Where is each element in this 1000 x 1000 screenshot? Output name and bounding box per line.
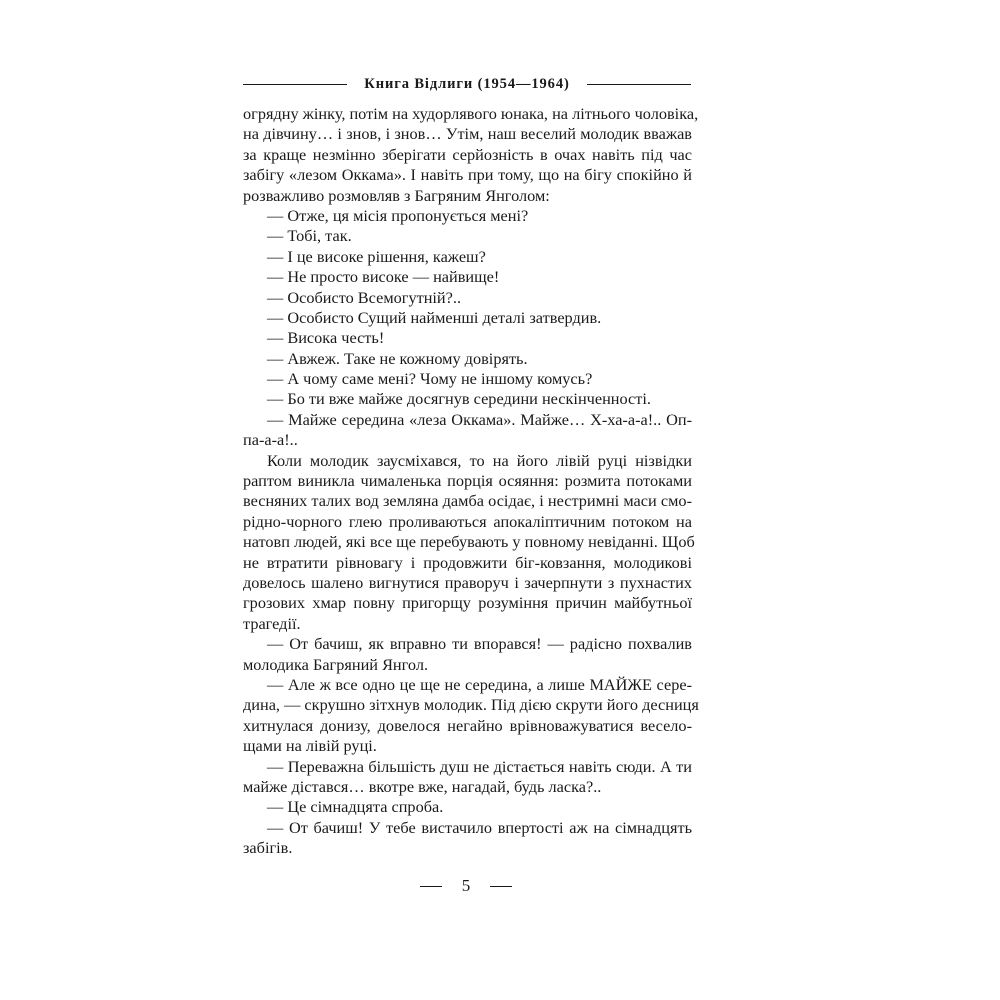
text-line: па-а-а!.. <box>243 430 298 450</box>
dialogue-line: — Отже, ця місія пропонується мені? <box>267 205 529 225</box>
text-line: забігів. <box>243 838 293 858</box>
page-number: 5 <box>461 876 471 895</box>
running-header-title: Книга Відлиги (1954—1964) <box>364 75 570 92</box>
dialogue-line: — Майже середина «леза Оккама». Майже… Х-ха-а-а!.. Оп- <box>267 409 692 429</box>
text-line: щами на лівій руці. <box>243 736 377 756</box>
text-line: розважливо розмовляв з Багряним Янголом: <box>243 185 550 205</box>
header-rule-right <box>587 84 691 85</box>
dialogue-line: — Висока честь! <box>267 328 385 348</box>
dialogue-line: — Бо ти вже майже досягнув середини нескінченності. <box>267 389 651 409</box>
header-rule-left <box>243 84 347 85</box>
dialogue-line: — Тобі, так. <box>267 226 352 246</box>
page-footer <box>420 875 512 897</box>
dialogue-line: — Особисто Всемогутній?.. <box>267 287 462 307</box>
text-line: дина, — скрушно зітхнув молодик. Під дією скрути його десниця <box>243 695 699 715</box>
text-line: не втратити рівновагу і продовжити біг-ковзання, молодикові <box>243 552 692 572</box>
text-line: забігу «лезом Оккама». І навіть при тому, що на бігу спокійно й <box>243 165 692 185</box>
text-line: молодика Багряний Янгол. <box>243 654 429 674</box>
text-line: трагедії. <box>243 613 301 633</box>
dialogue-line: — От бачиш, як вправно ти впорався! — радісно похвалив <box>267 634 692 654</box>
footer-rule-left <box>420 886 442 887</box>
text-line: раптом виникла чималенька порція осяяння: розмита потоками <box>243 471 692 491</box>
dialogue-line: — Особисто Сущий найменші деталі затвердив. <box>267 307 602 327</box>
text-line: рідно-чорного глею проливаються апокаліптичним потоком на <box>243 511 692 531</box>
dialogue-line: — Авжеж. Таке не кожному довірять. <box>267 348 528 368</box>
dialogue-line: — А чому саме мені? Чому не іншому комусь? <box>267 369 593 389</box>
dialogue-line: — Не просто високе — найвище! <box>267 267 500 287</box>
footer-rule-right <box>490 886 512 887</box>
text-line: за краще незмінно зберігати серйозність в очах навіть під час <box>243 144 692 164</box>
dialogue-line: — Переважна більшість душ не дістається навіть сюди. А ти <box>267 756 692 776</box>
text-line: огрядну жінку, потім на худорлявого юнака, на літнього чоловіка, <box>243 104 699 123</box>
running-header <box>243 74 691 94</box>
text-line: довелось шалено вигнутися праворуч і зачерпнути з пухнастих <box>243 572 692 592</box>
text-line: на дівчину… і знов, і знов… Утім, наш веселий молодик вважав <box>243 124 692 144</box>
text-line: грозових хмар повну пригорщу розуміння причин майбутньої <box>243 593 692 613</box>
dialogue-line: — Це сімнадцята спроба. <box>267 797 444 817</box>
dialogue-line: — І це високе рішення, кажеш? <box>267 246 486 266</box>
text-line: натовп людей, які все ще перебувають у повному невіданні. Щоб <box>243 532 695 552</box>
dialogue-line: — Але ж все одно це ще не середина, а лише МАЙЖЕ сере- <box>267 674 692 694</box>
text-line: майже дістався… вкотре вже, нагадай, будь ласка?.. <box>243 776 602 796</box>
paragraph-first-line: Коли молодик заусміхався, то на його лівій руці нізвідки <box>267 450 692 470</box>
text-line: хитнулася донизу, довелося негайно врівноважуватися весело- <box>243 715 692 735</box>
body-text <box>243 104 699 858</box>
text-line: весняних талих вод земляна дамба осідає, і нестримні маси смо- <box>243 491 692 511</box>
dialogue-line: — От бачиш! У тебе вистачило впертості аж на сімнадцять <box>267 817 692 837</box>
